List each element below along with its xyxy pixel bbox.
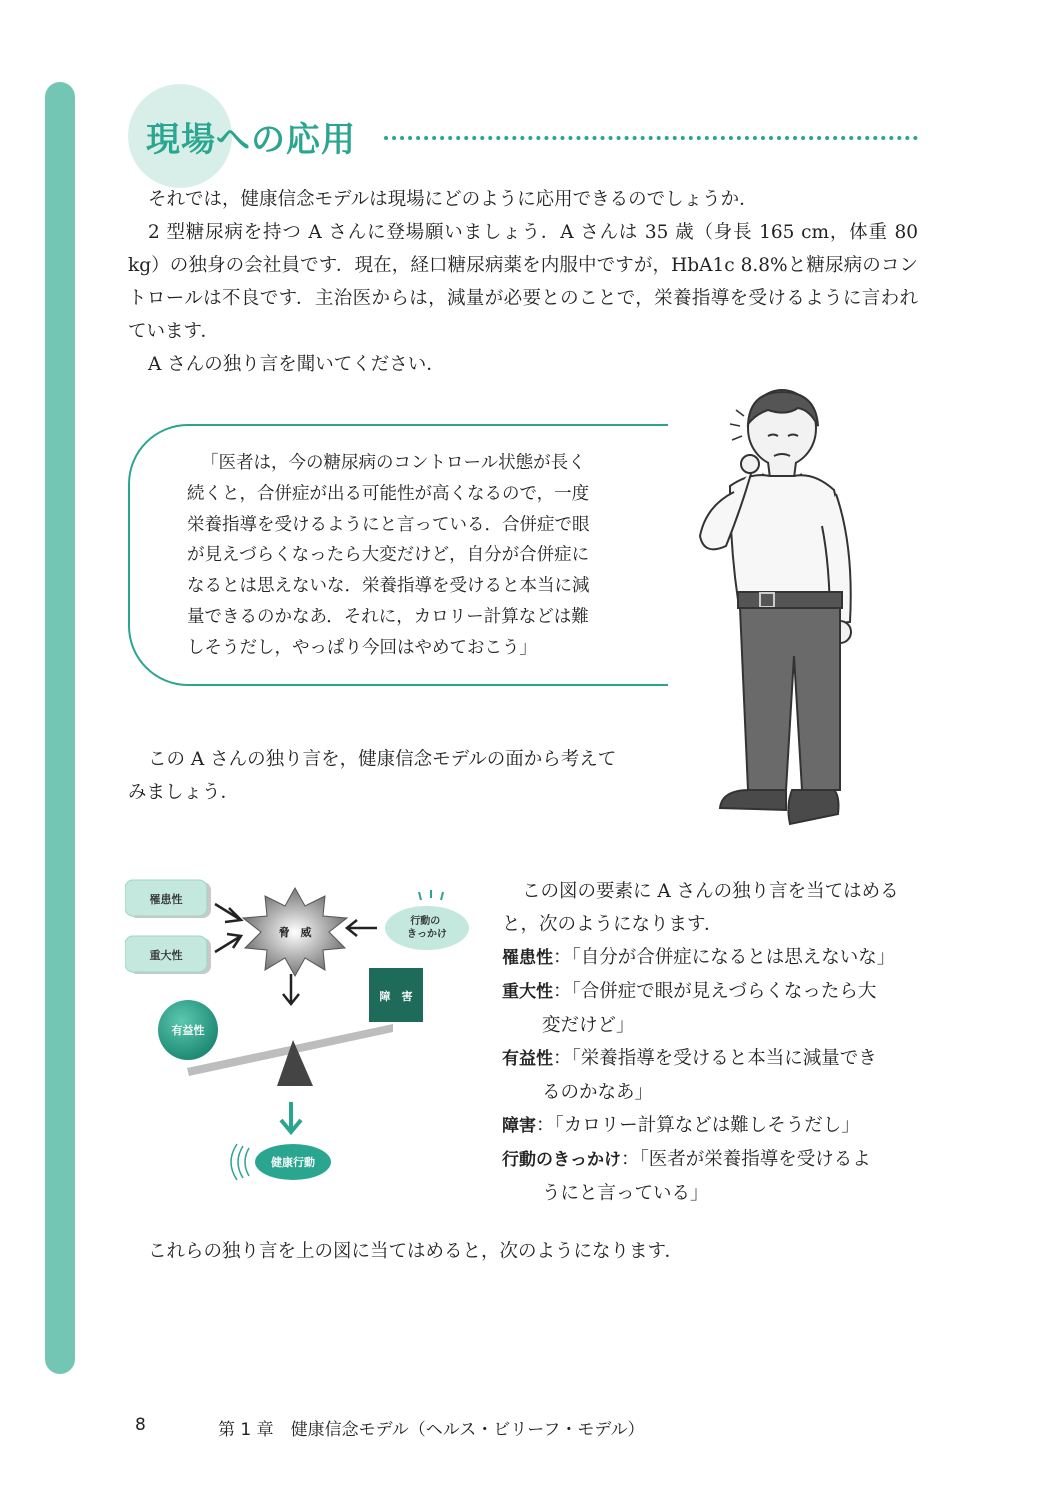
- barrier-label: 障 害: [379, 990, 413, 1003]
- cue-label-line2: きっかけ: [407, 929, 447, 940]
- speech-bubble-text: [187, 448, 637, 664]
- intro-paragraph-3: A さんの独り言を聞いてください．: [148, 354, 445, 375]
- benefit-ball: [158, 1000, 218, 1060]
- threat-burst: [243, 888, 347, 976]
- consider-text: [128, 743, 623, 809]
- cue-to-action-bubble: [385, 890, 469, 950]
- bubble-line: 続くと，合併症が出る可能性が高くなるので，一度: [187, 483, 590, 504]
- susceptibility-label: 罹患性: [149, 893, 183, 906]
- susceptibility-box: [125, 880, 211, 918]
- heading-dotted-rule: [384, 136, 918, 140]
- mapping-item: [502, 975, 922, 1009]
- health-belief-model-diagram: [125, 870, 475, 1200]
- mapping-term: 重大性: [502, 982, 553, 1002]
- bubble-line: 「医者は，今の糖尿病のコントロール状態が長く: [201, 453, 586, 473]
- side-accent-bar: [45, 82, 75, 1374]
- closing-text: [128, 1235, 918, 1268]
- mapping-intro: この図の要素に A さんの独り言を当てはめると，次のようになります．: [502, 881, 899, 935]
- mapping-term: 有益性: [502, 1049, 553, 1069]
- mapping-item-continuation: るのかなあ」: [542, 1082, 654, 1103]
- page-number: 8: [135, 1415, 146, 1435]
- behavior-label: 健康行動: [271, 1156, 315, 1169]
- section-title: 現場への応用: [146, 120, 356, 160]
- arrow-threat-down: [283, 974, 299, 1004]
- mapping-term: 行動のきっかけ: [502, 1150, 621, 1170]
- bubble-line: が見えづらくなったら大変だけど，自分が合併症に: [187, 545, 590, 566]
- closing-paragraph: これらの独り言を上の図に当てはめると，次のようになります．: [148, 1241, 684, 1262]
- benefit-label: 有益性: [171, 1024, 205, 1037]
- mapping-item: [502, 941, 922, 975]
- severity-label: 重大性: [149, 949, 183, 962]
- mapping-text: ：「合併症で眼が見えづらくなったら大: [553, 981, 877, 1002]
- mapping-item: [502, 1143, 922, 1177]
- bubble-line: 量できるのかなあ．それに，カロリー計算などは難: [187, 606, 589, 627]
- threat-label: 脅 威: [278, 926, 312, 939]
- barrier-box: [369, 968, 423, 1022]
- bubble-line: しそうだし，やっぱり今回はやめておこう」: [187, 637, 537, 658]
- man-illustration: [690, 386, 870, 831]
- mapping-text: ：「栄養指導を受けると本当に減量でき: [553, 1048, 877, 1069]
- bubble-line: なるとは思えないな．栄養指導を受けると本当に減: [187, 576, 590, 597]
- mapping-term: 障害: [502, 1116, 536, 1136]
- mapping-item: [502, 1042, 922, 1076]
- mapping-item-continuation: 変だけど」: [542, 1015, 635, 1036]
- bubble-line: 栄養指導を受けるようにと言っている．合併症で眼: [187, 514, 590, 535]
- mapping-text: ：「自分が合併症になるとは思えないな」: [553, 947, 896, 968]
- cue-label-line1: 行動の: [410, 916, 441, 927]
- intro-paragraph-2: 2 型糖尿病を持つ A さんに登場願いましょう．A さんは 35 歳（身長 165 cm，体重 80 kg）の独身の会社員です．現在，経口糖尿病薬を内服中ですが，HbA1c 8.8%と糖尿病のコントロールは不良です．主治医からは，減量が必要とのことで，栄養指導を受けるように言われています．: [128, 222, 918, 342]
- mapping-term: 罹患性: [502, 948, 553, 968]
- consider-paragraph: この A さんの独り言を，健康信念モデルの面から考えてみましょう．: [128, 749, 617, 803]
- mapping-item: [502, 1109, 922, 1143]
- chapter-title: 第 1 章 健康信念モデル（ヘルス・ビリーフ・モデル）: [218, 1420, 645, 1440]
- mapping-item-continuation: うにと言っている」: [542, 1183, 709, 1204]
- mapping-text: ：「カロリー計算などは難しそうだし」: [536, 1115, 860, 1136]
- arrow-susceptibility: [215, 904, 241, 922]
- arrow-to-behavior: [281, 1102, 301, 1132]
- arrow-cue: [347, 920, 377, 936]
- arrow-severity: [215, 934, 241, 952]
- health-behavior-ellipse: [231, 1144, 331, 1180]
- mapping-text: ：「医者が栄養指導を受けるよ: [621, 1149, 871, 1170]
- mapping-list: [502, 875, 922, 1210]
- section-heading: [128, 84, 928, 190]
- intro-text: [128, 183, 918, 381]
- severity-box: [125, 936, 211, 974]
- intro-paragraph-1: それでは，健康信念モデルは現場にどのように応用できるのでしょうか．: [148, 189, 758, 210]
